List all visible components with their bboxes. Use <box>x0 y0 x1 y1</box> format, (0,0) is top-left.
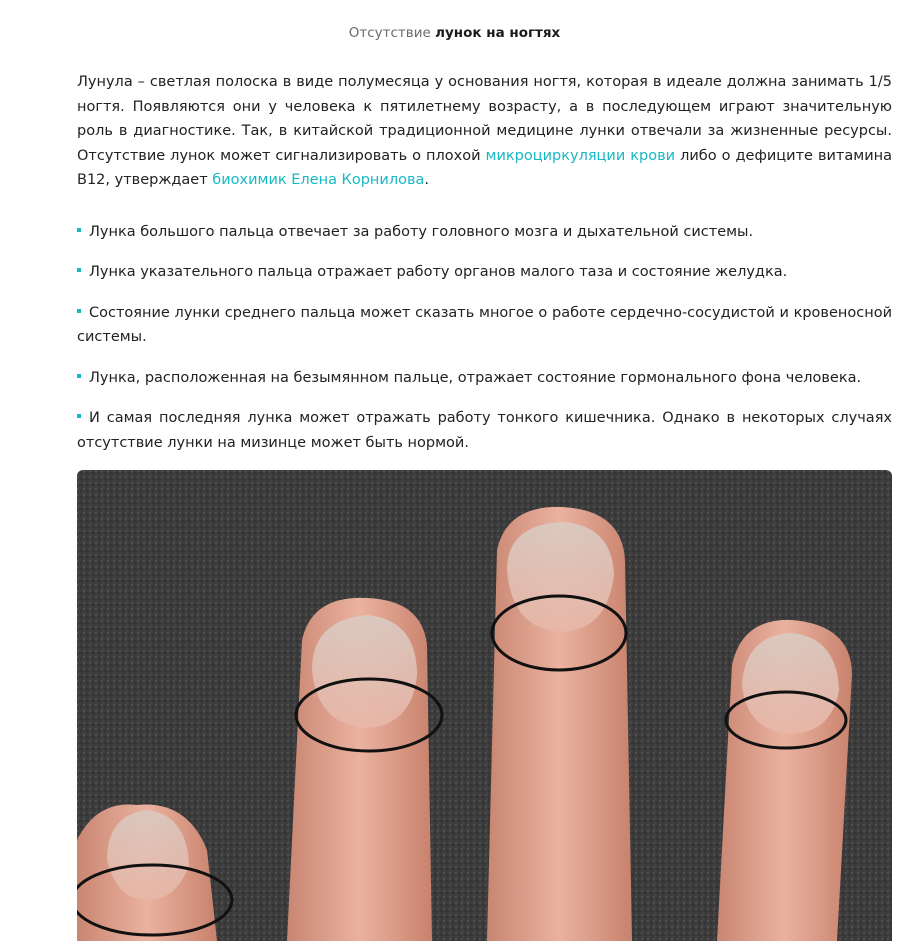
caption-bold: лунок на ногтях <box>435 25 561 41</box>
list-item-text: И самая последняя лунка может отражать работу тонкого кишечника. Однако в некоторых случаях отсутствие лунки на мизинце может быть нормой. <box>77 410 892 451</box>
list-item <box>77 406 892 455</box>
bullet-marker-icon <box>77 228 81 232</box>
intro-text-3: . <box>424 172 430 188</box>
list-item <box>77 220 892 245</box>
list-item <box>77 301 892 350</box>
link-biochemist[interactable]: биохимик Елена Корнилова <box>212 172 425 188</box>
fingernails-photo <box>77 470 892 941</box>
intro-text-1: Лунула – светлая полоска в виде полумесяца у основания ногтя, которая в идеале должна занимать 1/5 ногтя. Появляются они у человека к пятилетнему возрасту, а в последующем играют значительную роль в диагностике. Так, в китайской традиционной медицине лунки отвечали за жизненные ресурсы. Отсутствие лунок может сигнализировать о плохой <box>77 74 892 164</box>
list-item <box>77 366 892 391</box>
intro-paragraph <box>77 70 892 193</box>
intro-text-2: либо о дефиците витамина B12, утверждает <box>77 147 892 188</box>
list-item-text: Лунка большого пальца отвечает за работу головного мозга и дыхательной системы. <box>89 223 754 240</box>
figure-caption <box>0 25 909 41</box>
list-item-text: Состояние лунки среднего пальца может сказать многое о работе сердечно-сосудистой и кровеносной системы. <box>77 304 892 345</box>
bullet-marker-icon <box>77 414 81 418</box>
list-item-text: Лунка, расположенная на безымянном пальце, отражает состояние гормонального фона человека. <box>89 369 862 386</box>
caption-prefix: Отсутствие <box>348 25 431 41</box>
list-item <box>77 260 892 285</box>
link-microcirculation[interactable]: микроциркуляции крови <box>485 147 676 164</box>
list-item-text: Лунка указательного пальца отражает работу органов малого таза и состояние желудка. <box>89 264 788 280</box>
index-finger <box>717 620 852 941</box>
bullet-marker-icon <box>77 268 81 272</box>
bullet-marker-icon <box>77 309 81 313</box>
bullet-marker-icon <box>77 374 81 378</box>
article-body <box>77 70 892 471</box>
ring-finger <box>287 598 442 941</box>
middle-finger <box>487 507 632 941</box>
